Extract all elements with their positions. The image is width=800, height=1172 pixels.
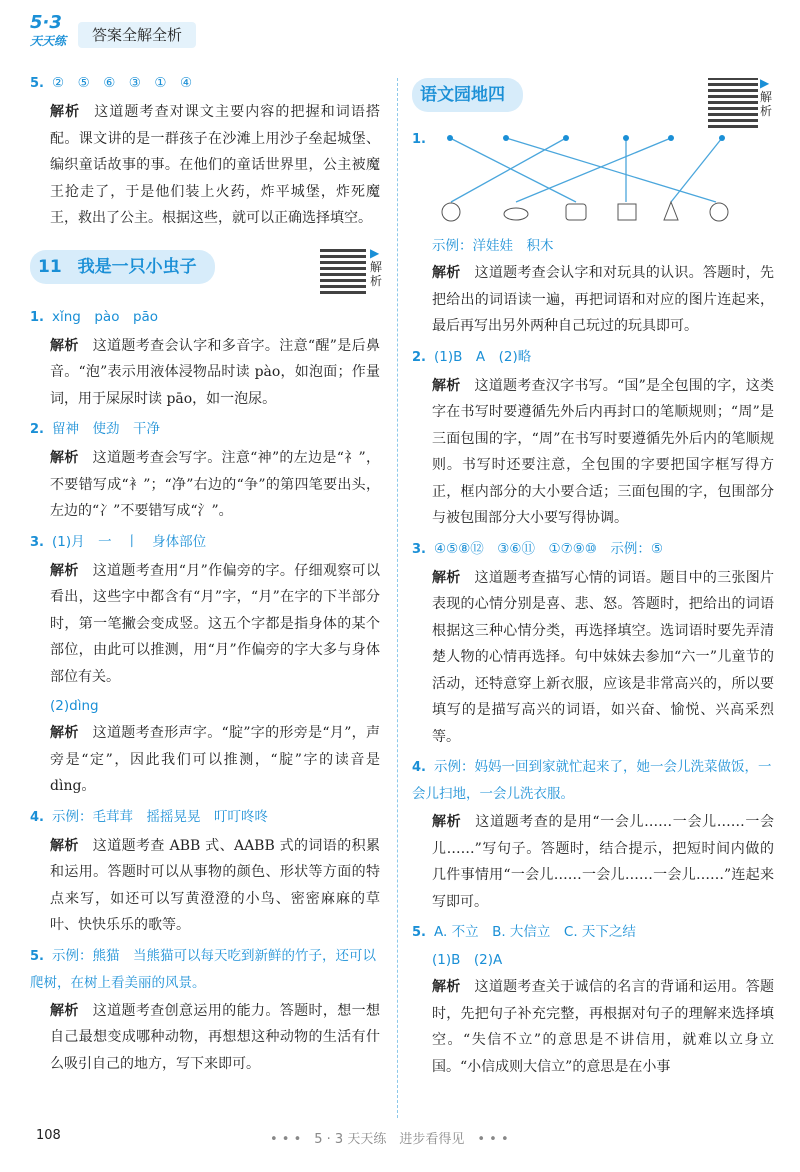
answer: 示例：洋娃娃 积木	[432, 238, 554, 254]
answer: 示例：妈妈一回到家就忙起来了，她一会儿洗菜做饭，一会儿扫地，一会儿洗衣服。	[412, 759, 772, 802]
analysis-text: 这道题考查对课文主要内容的把握和词语搭配。课文讲的是一群孩子在沙滩上用沙子垒起城堡、编织童话故事的事。在他们的童话世界里，公主被魔王抢走了，于是他们装上火药，炸平城堡，炸死魔王，救出了公主。根据这些，就可以正确选择填空。	[50, 104, 381, 226]
question-1: 1. xǐng pào pāo 解析 这道题考查会认字和多音字。注意“醒”是后鼻音。“泡”表示用液体浸物品时读 pào，如泡面；作量词，用于屎尿时读 pāo，如一泡尿。	[30, 308, 380, 407]
header-tag: 答案全解全析	[78, 22, 196, 48]
question-1: 1. 示例：洋娃娃 积木 解析 这道题考查会认字和对玩具的认识。答题时，先把给出的词语读一遍，再把词语和对应的图片连起来，最后再写出另外两种自己玩过的玩具即可。	[412, 132, 775, 334]
logo-top: 5·3	[30, 12, 62, 33]
answer: (1)B A (2)略	[433, 348, 532, 365]
brand-logo	[30, 14, 66, 50]
page-number: 108	[36, 1128, 61, 1143]
answer: ② ⑤ ⑥ ③ ① ④	[51, 75, 193, 91]
right-column	[412, 70, 774, 1084]
answer: 示例：熊猫 当熊猫可以每天吃到新鲜的竹子，还可以爬树，在树上看美丽的风景。	[30, 947, 376, 991]
matching-lines	[426, 132, 776, 232]
sub-answer: (1)B (2)A	[432, 952, 503, 968]
question-3: 3. ④⑤⑧⑫ ③⑥⑪ ①⑦⑨⑩ 示例：⑤ 解析 这道题考查描写心情的词语。题目中的三张图片表现的心情分别是喜、悲、怒。答题时，把给出的词语根据这三种心情分类，再选择填空。选词语时要先弄清楚人物的心情再选择。句中妹妹去参加“六一”儿童节的活动，还特意穿上新衣服，应该是非常高兴的，所以要填写的是描写高兴的词语，如兴奋、愉悦、兴高采烈等。	[412, 540, 775, 745]
logo-bottom: 天天练	[30, 34, 67, 48]
question-2: 2. (1)B A (2)略 解析 这道题考查汉字书写。“国”是全包围的字，这类字在书写时要遵循先外后内再封口的笔顺规则；“周”是三面包围的字，“周”在书写时要遵循先外后内的笔顺规则。书写时还要注意，全包围的字要把国字框写得方正，框内部分的大小要合适；三面包围的字，包围部分与被包围部分大小要写得协调。	[412, 348, 774, 526]
question-2: 2. 留神 使劲 干净 解析 这道题考查会写字。注意“神”的左边是“礻”，不要错写成“衤”；“净”右边的“争”的第四笔要出头，左边的“冫”不要错写成“氵”。	[30, 421, 380, 519]
answer: 示例：毛茸茸 摇摇晃晃 叮叮咚咚	[51, 808, 268, 825]
question-3: 3. (1)月 一 丨 身体部位 解析 这道题考查用“月”作偏旁的字。仔细观察可以看出，这些字中都含有“月”字，“月”在字的下半部分时，第一笔撇会变成竖。这五个字都是指身体的某个部位，由此可以推测，用“月”作偏旁的字大多与身体部位有关。 (2)dìng 解析 这道题考查形声字。“腚”字的形旁是“月”，声旁是“定”，因此我们可以推测，“腚”字的读音是 dìng。	[30, 533, 380, 794]
page-footer	[0, 1128, 800, 1148]
question-5: 5. 示例：熊猫 当熊猫可以每天吃到新鲜的竹子，还可以爬树，在树上看美丽的风景。 解析 这道题考查创意运用的能力。答题时，想一想自己最想变成哪种动物，再想想这种动物的生活有什么吸引自己的地方，写下来即可。	[30, 947, 381, 1072]
section-11-title: 11 我是一只小虫子 ▶解析	[30, 250, 380, 294]
section-yuwen-title: 语文园地四 ▶解析	[412, 78, 774, 122]
answer: A. 不立 B. 大信立 C. 天下之结	[433, 924, 636, 940]
play-icon: ▶	[370, 245, 380, 260]
question-5: 5. A. 不立 B. 大信立 C. 天下之结 (1)B (2)A 解析 这道题考查关于诚信的名言的背诵和运用。答题时，先把句子补充完整，再根据对句子的理解来选择填空。“失信不立”的意思是不讲信用，就难以立身立国。“小信成则大信立”的意思是在小事	[412, 924, 775, 1075]
qr-code-icon[interactable]	[708, 78, 758, 128]
qr-code-icon[interactable]	[320, 248, 366, 294]
question-4: 4. 示例：毛茸茸 摇摇晃晃 叮叮咚咚 解析 这道题考查 ABB 式、AABB 式的词语的积累和运用。答题时可以从事物的颜色、形状等方面的特点来写，如还可以写黄澄澄的小鸟、密密麻麻的草叶、快快乐乐的歌等。	[30, 808, 380, 933]
sub-answer: (2)dìng	[50, 698, 99, 714]
matching-diagram: 1.	[412, 132, 774, 232]
answer: 留神 使劲 干净	[51, 421, 160, 437]
answer: xǐng pào pāo	[51, 308, 159, 325]
question-5-prev: 5. ② ⑤ ⑥ ③ ① ④ 解析 这道题考查对课文主要内容的把握和词语搭配。课文讲的是一群孩子在沙滩上用沙子垒起城堡、编织童话故事的事。在他们的童话世界里，公主被魔王抢走了，于是他们装上火药，炸平城堡，炸死魔王，救出了公主。根据这些，就可以正确选择填空。	[30, 75, 381, 226]
answer: ④⑤⑧⑫ ③⑥⑪ ①⑦⑨⑩ 示例：⑤	[433, 540, 664, 557]
column-divider	[397, 78, 398, 1118]
answer: (1)月 一 丨 身体部位	[51, 533, 207, 550]
left-column	[30, 70, 383, 1081]
question-4: 4. 示例：妈妈一回到家就忙起来了，她一会儿洗菜做饭，一会儿扫地，一会儿洗衣服。 解析 这道题考查的是用“一会儿……一会儿……一会儿……”写句子。答题时，结合提示，把短时间内做的几件事情用“一会儿……一会儿……一会儿……”连起来写即可。	[412, 759, 775, 910]
footer-slogan: • • • 5 · 3 天天练 进步看得见 • • •	[270, 1132, 509, 1147]
play-icon: ▶	[760, 76, 770, 90]
